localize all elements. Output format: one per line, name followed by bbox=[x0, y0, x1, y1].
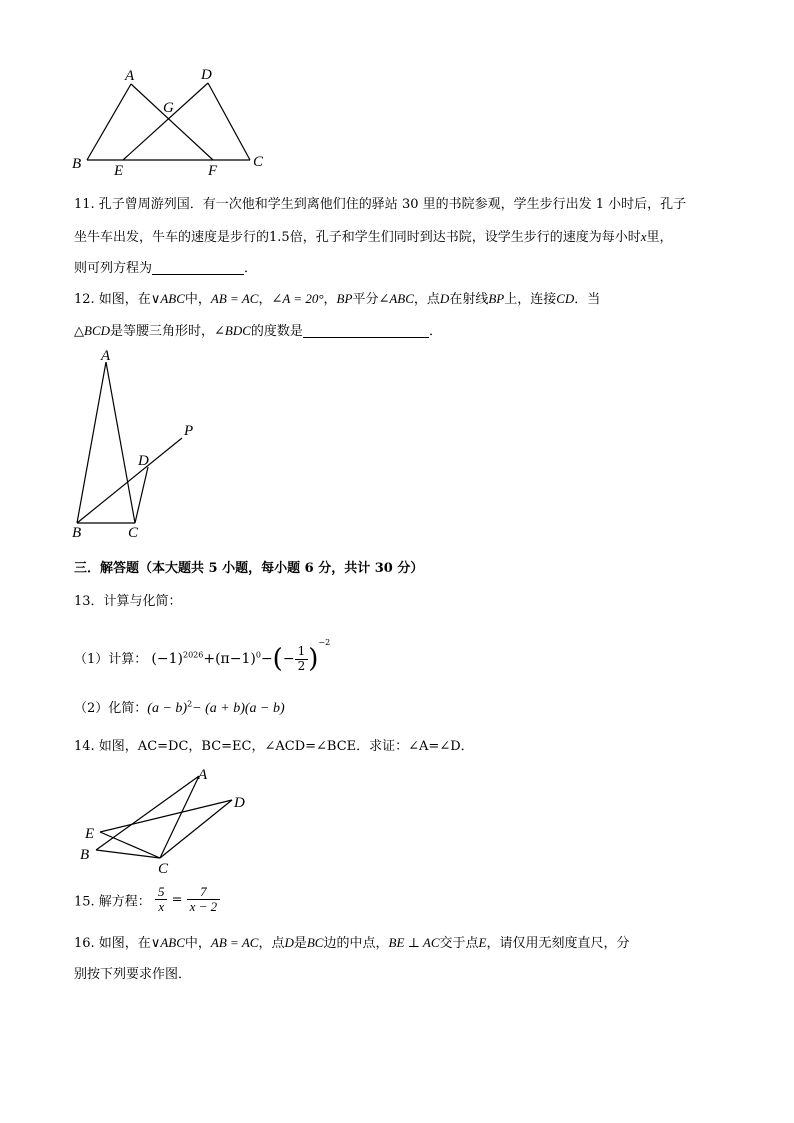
q11-line2-a: 坐牛车出发，牛车的速度是步行的 bbox=[74, 230, 270, 245]
q12-t4: ， bbox=[323, 292, 337, 307]
q12-bp2: BP bbox=[488, 291, 505, 306]
q13-p2-label: （2）化简： bbox=[74, 701, 148, 716]
q12-angle-abc: ∠ABC bbox=[378, 291, 414, 306]
q13-p1-exp2: 0 bbox=[255, 650, 261, 660]
q11-line3-text: 则可列方程为 bbox=[74, 261, 153, 276]
q16-bc: BC bbox=[306, 935, 324, 950]
label-A: A bbox=[198, 767, 208, 783]
q13-p1-a: (−1) bbox=[151, 651, 183, 667]
q15-label: 15. 解方程： bbox=[74, 894, 151, 910]
q13-frac-den: 2 bbox=[297, 658, 306, 673]
q11-answer-blank[interactable] bbox=[152, 260, 244, 275]
q15-left-fraction bbox=[155, 885, 168, 915]
q16-t7: ，请仅用无刻度直尺，分 bbox=[486, 936, 630, 951]
q13-part1 bbox=[74, 638, 330, 674]
label-E: E bbox=[114, 163, 124, 179]
q11-line1: 11. 孔子曾周游列国．有一次他和学生到离他们住的驿站 30 里的书院参观，学生步行出发 1 小时后，孔子 bbox=[74, 197, 687, 212]
q16-line1 bbox=[74, 932, 629, 951]
label-P: P bbox=[184, 423, 194, 439]
q12-t5: 平分 bbox=[352, 292, 379, 307]
label-D: D bbox=[234, 795, 245, 811]
q13-p2-b: − (a + b)(a − b) bbox=[192, 701, 285, 716]
q16-t3: ，点 bbox=[258, 936, 285, 951]
segment-AF bbox=[131, 84, 213, 160]
q16-t2: 中， bbox=[184, 936, 211, 951]
q16-point-d: D bbox=[284, 935, 294, 950]
q12-angle-bdc: ∠BDC bbox=[214, 323, 251, 338]
q12-line2 bbox=[74, 320, 442, 339]
q13-p1-c: − bbox=[260, 651, 273, 667]
q16-triangle: ∨ABC bbox=[150, 935, 185, 950]
q16-eq: AB = AC bbox=[210, 935, 259, 950]
segment-AB bbox=[87, 84, 131, 160]
segment-AB bbox=[77, 362, 106, 523]
q12-point-d: D bbox=[439, 291, 450, 306]
q12-line1 bbox=[74, 288, 600, 307]
q13-p2-a: (a − b) bbox=[147, 701, 188, 716]
segment-AC bbox=[160, 776, 199, 858]
q12-t1: 12. 如图，在 bbox=[74, 292, 151, 307]
label-A: A bbox=[101, 348, 111, 364]
q11-line2 bbox=[74, 226, 673, 245]
label-G: G bbox=[163, 100, 174, 116]
label-B: B bbox=[72, 156, 82, 172]
q13-p1-fraction bbox=[295, 645, 309, 672]
label-D: D bbox=[138, 453, 149, 469]
q15-lnum: 5 bbox=[155, 885, 168, 900]
q12-bp: BP bbox=[336, 291, 353, 306]
q11-variable: x bbox=[640, 229, 647, 244]
label-A: A bbox=[125, 68, 135, 84]
q13-part2 bbox=[74, 697, 285, 717]
q13-p1-exp1: 2026 bbox=[182, 650, 204, 660]
q12-triangle: ∨ABC bbox=[150, 291, 185, 306]
q12-cd: CD bbox=[556, 291, 575, 306]
q12-t6: ，点 bbox=[413, 292, 440, 307]
label-E: E bbox=[85, 826, 95, 842]
section-3-heading: 三．解答题（本大题共 5 小题，每小题 6 分，共计 30 分） bbox=[74, 561, 424, 576]
q11-line3 bbox=[74, 257, 257, 276]
label-B: B bbox=[72, 525, 82, 540]
q11-line2-b: 倍，孔子和学生们同时到达书院，设学生步行的速度为每小时 bbox=[289, 230, 641, 245]
ray-BP bbox=[77, 438, 182, 523]
q12-t10: 是等腰三角形时， bbox=[110, 324, 215, 339]
q13-title: 13．计算与化简： bbox=[74, 594, 182, 609]
segment-DC bbox=[208, 83, 250, 160]
q11-speed-ratio: 1.5 bbox=[269, 230, 290, 245]
q16-t5: 边的中点， bbox=[323, 936, 389, 951]
figure-q12 bbox=[64, 340, 214, 540]
question-14: 14. 如图，AC=DC，BC=EC，∠ACD=∠BCE．求证：∠A=∠D． bbox=[74, 739, 474, 754]
q12-t2: 中， bbox=[184, 292, 211, 307]
label-F: F bbox=[208, 163, 218, 179]
q12-eq: AB = AC bbox=[210, 291, 259, 306]
q15-rnum: 7 bbox=[187, 885, 221, 900]
segment-DE bbox=[123, 83, 208, 160]
q13-paren-close: ) bbox=[308, 644, 319, 674]
q13-p1-exp3: −2 bbox=[318, 638, 331, 647]
q13-paren-open: ( bbox=[272, 644, 283, 674]
q11-line3-end: ． bbox=[244, 261, 258, 276]
q15-lden: x bbox=[158, 899, 165, 915]
segment-AC bbox=[106, 362, 135, 523]
q16-line2: 别按下列要求作图． bbox=[74, 967, 192, 982]
q12-t3: ， bbox=[258, 292, 272, 307]
q12-triangle-bcd: △BCD bbox=[74, 323, 110, 338]
q13-p1-label: （1）计算： bbox=[74, 652, 148, 667]
q13-p1-expr bbox=[151, 638, 331, 674]
q13-p2-exp: 2 bbox=[187, 699, 193, 709]
figure-q10 bbox=[60, 62, 280, 182]
q13-p1-minus: − bbox=[282, 651, 295, 667]
figure-q14 bbox=[72, 762, 262, 882]
q16-point-e: E bbox=[478, 935, 487, 950]
segment-DC bbox=[135, 467, 148, 523]
q12-t7: 在射线 bbox=[449, 292, 489, 307]
label-D: D bbox=[201, 67, 212, 83]
q13-p1-b: +(π−1) bbox=[203, 651, 256, 667]
label-C: C bbox=[128, 525, 139, 540]
q13-frac-num: 1 bbox=[295, 645, 309, 659]
q15-rden: x − 2 bbox=[189, 899, 218, 915]
q12-t11: 的度数是 bbox=[250, 324, 303, 339]
q12-t9: ．当 bbox=[574, 292, 601, 307]
q12-t12: ． bbox=[428, 324, 442, 339]
q12-t8: 上，连接 bbox=[504, 292, 557, 307]
q16-t1: 16. 如图，在 bbox=[74, 936, 151, 951]
label-C: C bbox=[253, 154, 264, 170]
label-C: C bbox=[158, 861, 169, 877]
q16-perp: BE ⊥ AC bbox=[388, 935, 440, 950]
q11-line2-c: 里， bbox=[646, 230, 673, 245]
q16-t6: 交于点 bbox=[439, 936, 479, 951]
q16-t4: 是 bbox=[293, 936, 307, 951]
label-B: B bbox=[80, 847, 90, 863]
q12-angle-a: ∠A = 20° bbox=[271, 291, 324, 306]
q12-answer-blank[interactable] bbox=[303, 323, 429, 338]
question-15 bbox=[74, 885, 220, 915]
q15-right-fraction bbox=[187, 885, 221, 915]
q15-eq: = bbox=[171, 892, 183, 908]
